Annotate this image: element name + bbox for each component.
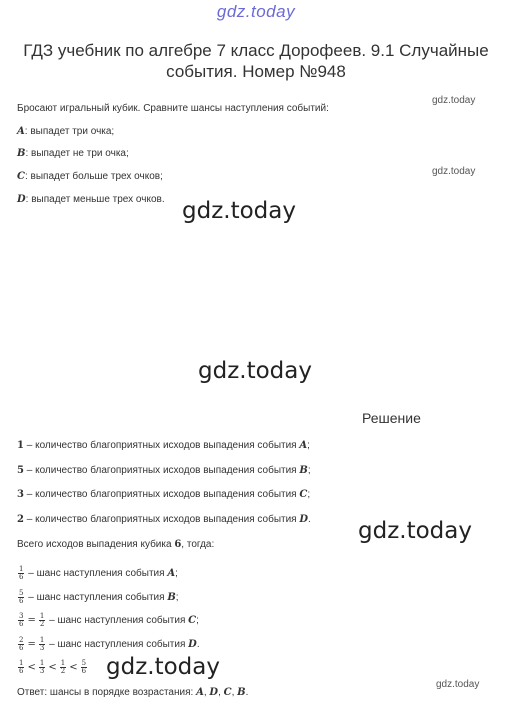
event-text: : выпадет больше трех очков; <box>24 171 163 182</box>
fraction: $\frac{5}{6}$ <box>81 659 87 675</box>
total-prefix: Всего исходов выпадения кубика <box>17 539 175 550</box>
punct: ; <box>307 465 311 476</box>
event-var: C <box>223 687 232 698</box>
separator: , <box>203 687 210 698</box>
equals-sign: = <box>27 615 36 627</box>
chance-text: – шанс наступления события <box>25 592 168 604</box>
problem-item <box>17 126 114 137</box>
watermark: gdz.today <box>106 654 220 680</box>
less-than-sign: < <box>27 662 36 674</box>
count-number: 3 <box>17 489 24 500</box>
chance-text: – шанс наступления события <box>46 615 189 627</box>
fraction: $\frac{1}{6}$ <box>19 659 24 675</box>
event-var: D <box>188 639 197 651</box>
outcome-count <box>17 489 310 500</box>
chance-text: – шанс наступления события <box>46 639 189 651</box>
problem-item <box>17 171 163 182</box>
event-var: B <box>167 592 176 604</box>
count-text: – количество благоприятных исходов выпадения события <box>23 489 300 500</box>
total-outcomes <box>17 539 214 550</box>
answer-prefix: Ответ: шансы в порядке возрастания: <box>17 687 197 698</box>
watermark: gdz.today <box>432 95 476 106</box>
problem-intro: Бросают игральный кубик. Сравните шансы наступления событий: <box>17 103 329 114</box>
fraction: $\frac{1}{3}$ <box>39 659 45 675</box>
chance-line <box>17 590 179 605</box>
chance-text: – шанс наступления события <box>25 568 168 580</box>
chance-line <box>17 566 178 581</box>
fraction: $\frac{1}{2}$ <box>39 612 45 628</box>
fraction: $\frac{3}{6}$ <box>19 612 24 628</box>
fraction: $\frac{1}{2}$ <box>60 659 66 675</box>
event-var: A <box>299 440 308 451</box>
watermark: gdz.today <box>182 198 296 224</box>
punct: ; <box>196 615 199 627</box>
punct: . <box>196 639 200 651</box>
answer-line <box>17 687 248 698</box>
event-text: : выпадет три очка; <box>24 126 115 137</box>
count-text: – количество благоприятных исходов выпадения события <box>23 440 300 451</box>
fraction: $\frac{2}{6}$ <box>19 636 24 652</box>
punct: ; <box>175 568 178 580</box>
event-var: C <box>299 489 308 500</box>
watermark: gdz.today <box>198 358 312 384</box>
event-var: B <box>299 465 308 476</box>
watermark: gdz.today <box>436 679 480 690</box>
event-var: D <box>299 514 309 525</box>
site-logo[interactable]: gdz.today <box>216 2 296 21</box>
punct: ; <box>307 440 310 451</box>
less-than-sign: < <box>69 662 78 674</box>
count-text: – количество благоприятных исходов выпадения события <box>23 514 300 525</box>
event-var: A <box>17 126 25 137</box>
separator: , <box>218 687 224 698</box>
outcome-count <box>17 514 311 525</box>
count-number: 1 <box>17 440 24 451</box>
event-var: A <box>167 568 176 580</box>
count-text: – количество благоприятных исходов выпадения события <box>23 465 300 476</box>
separator: , <box>231 687 238 698</box>
event-var: B <box>17 148 26 159</box>
outcome-count <box>17 465 311 476</box>
problem-item <box>17 194 165 205</box>
punct: ; <box>175 592 179 604</box>
event-text: : выпадет не три очка; <box>25 148 129 159</box>
chance-line <box>17 613 199 628</box>
watermark: gdz.today <box>358 518 472 544</box>
page-title: ГДЗ учебник по алгебре 7 класс Дорофеев. 9.1 Случайные события. Номер №948 <box>23 41 489 81</box>
count-number: 5 <box>17 465 24 476</box>
less-than-sign: < <box>48 662 57 674</box>
punct: . <box>245 687 249 698</box>
event-var: C <box>17 171 25 182</box>
punct: ; <box>307 489 311 500</box>
fraction: $\frac{1}{3}$ <box>39 636 45 652</box>
fraction: $\frac{1}{6}$ <box>19 565 24 581</box>
punct: . <box>308 514 311 525</box>
comparison-line <box>17 660 88 675</box>
total-value: 6 <box>174 539 182 550</box>
total-suffix: , тогда: <box>181 539 215 550</box>
solution-heading: Решение <box>362 410 421 426</box>
problem-item <box>17 148 129 159</box>
event-var: C <box>188 615 197 627</box>
event-text: : выпадет меньше трех очков. <box>25 194 165 205</box>
event-var: D <box>17 194 26 205</box>
equals-sign: = <box>27 639 36 651</box>
count-number: 2 <box>17 514 24 525</box>
outcome-count <box>17 440 310 451</box>
chance-line <box>17 637 200 652</box>
event-var: D <box>209 687 219 698</box>
watermark: gdz.today <box>432 166 476 177</box>
event-var: A <box>196 687 204 698</box>
event-var: B <box>237 687 246 698</box>
fraction: $\frac{5}{6}$ <box>19 589 24 605</box>
